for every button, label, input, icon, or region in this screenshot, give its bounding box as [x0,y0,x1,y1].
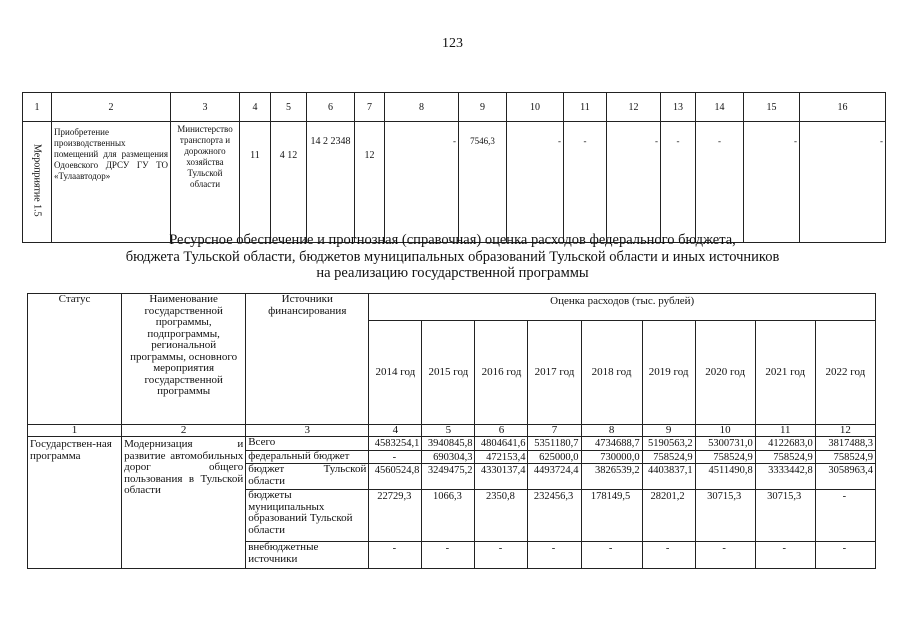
index-cell: 6 [475,425,528,437]
activity-cell-6: 14 2 2348 [307,122,355,243]
value-cell: 4583254,1 [369,437,422,451]
year-cell: 2017 год [528,321,581,425]
header-cell: 1 [23,93,52,122]
value-cell: 625000,0 [528,450,581,464]
value-cell: - [581,542,642,569]
header-cell: 16 [800,93,886,122]
value-cell: 758524,9 [815,450,875,464]
source-cell: федеральный бюджет [246,450,369,464]
value-cell: 30715,3 [755,490,815,542]
value-cell: 28201,2 [642,490,695,542]
value-cell: - [369,450,422,464]
index-cell: 3 [246,425,369,437]
activity-cell-15: - [744,122,800,243]
value-cell: 4403837,1 [642,464,695,490]
activity-cell-12: - [607,122,661,243]
value-cell: 4804641,6 [475,437,528,451]
head-sources: Источники финансирования [246,294,369,425]
header-cell: 3 [171,93,240,122]
index-cell: 4 [369,425,422,437]
header-cell: 6 [307,93,355,122]
value-cell: - [815,542,875,569]
activity-table [22,92,886,243]
index-cell: 9 [642,425,695,437]
value-cell: - [642,542,695,569]
value-cell: - [369,542,422,569]
program-name-cell: Модернизация и развитие автомобильных дорог общего пользования в Тульской области [122,437,246,569]
value-cell: 4560524,8 [369,464,422,490]
value-cell: 758524,9 [755,450,815,464]
index-cell: 12 [815,425,875,437]
header-cell: 12 [607,93,661,122]
head-estimate: Оценка расходов (тыс. рублей) [369,294,876,321]
activity-cell-10: - [507,122,564,243]
value-cell: 4734688,7 [581,437,642,451]
year-cell: 2014 год [369,321,422,425]
value-cell: 4493724,4 [528,464,581,490]
value-cell: 22729,3 [369,490,422,542]
value-cell: 5300731,0 [695,437,755,451]
title-line: бюджета Тульской области, бюджетов муниципальных образований Тульской области и иных источников [125,248,780,265]
resource-header-row [28,294,876,321]
index-cell: 1 [28,425,122,437]
table-row [28,437,876,451]
value-cell: 1066,3 [422,490,475,542]
title-line: на реализацию государственной программы [316,265,589,281]
activity-executor: Министерство транспорта и дорожного хозяйства Тульской области [171,122,240,243]
activity-cell-4: 11 [240,122,271,243]
year-cell: 2019 год [642,321,695,425]
activity-table-header [23,93,886,122]
source-cell: внебюджетные источники [246,542,369,569]
header-cell: 15 [744,93,800,122]
header-cell: 5 [271,93,307,122]
activity-cell-7: 12 [355,122,385,243]
header-cell: 4 [240,93,271,122]
source-cell: бюджет Тульской области [246,464,369,490]
activity-row [23,122,886,243]
activity-label: Мероприятие 1.5 [31,144,43,217]
value-cell: 3249475,2 [422,464,475,490]
value-cell: 758524,9 [642,450,695,464]
header-cell: 8 [385,93,459,122]
value-cell: 730000,0 [581,450,642,464]
title-line: Ресурсное обеспечение и прогнозная (справочная) оценка расходов федерального бюджета, [169,232,736,248]
activity-cell-11: - [564,122,607,243]
value-cell: 5190563,2 [642,437,695,451]
value-cell: 4330137,4 [475,464,528,490]
value-cell: 472153,4 [475,450,528,464]
value-cell: 690304,3 [422,450,475,464]
value-cell: 3817488,3 [815,437,875,451]
value-cell: - [695,542,755,569]
index-cell: 7 [528,425,581,437]
index-row [28,425,876,437]
index-cell: 2 [122,425,246,437]
year-cell: 2021 год [755,321,815,425]
head-status: Статус [28,294,122,425]
activity-cell-9: 7546,3 [459,122,507,243]
index-cell: 5 [422,425,475,437]
activity-label-cell [23,122,52,243]
value-cell: 30715,3 [695,490,755,542]
index-cell: 10 [695,425,755,437]
value-cell: 3058963,4 [815,464,875,490]
header-cell: 2 [52,93,171,122]
activity-cell-13: - [661,122,696,243]
source-cell: бюджеты муниципальных образований Тульской области [246,490,369,542]
value-cell: 232456,3 [528,490,581,542]
header-cell: 14 [696,93,744,122]
index-cell: 8 [581,425,642,437]
source-cell: Всего [246,437,369,451]
value-cell: - [755,542,815,569]
header-cell: 11 [564,93,607,122]
value-cell: 178149,5 [581,490,642,542]
status-cell: Государствен-ная программа [28,437,122,569]
value-cell: 2350,8 [475,490,528,542]
page-number: 123 [442,36,463,51]
section-title [0,232,905,282]
value-cell: 4511490,8 [695,464,755,490]
value-cell: 4122683,0 [755,437,815,451]
value-cell: 758524,9 [695,450,755,464]
year-cell: 2018 год [581,321,642,425]
activity-name: Приобретение производственных помещений для размещения Одоевского ДРСУ ГУ ТО «Тулаавтодор» [52,122,171,243]
head-name: Наименование государственной программы, подпрограммы, региональной программы, основного мероприятия государственной программы [122,294,246,425]
resource-table [27,293,876,569]
value-cell: 3333442,8 [755,464,815,490]
value-cell: - [422,542,475,569]
activity-cell-16: - [800,122,886,243]
value-cell: 3940845,8 [422,437,475,451]
activity-cell-14: - [696,122,744,243]
year-cell: 2022 год [815,321,875,425]
year-cell: 2015 год [422,321,475,425]
year-cell: 2020 год [695,321,755,425]
value-cell: 5351180,7 [528,437,581,451]
value-cell: - [815,490,875,542]
index-cell: 11 [755,425,815,437]
header-cell: 7 [355,93,385,122]
header-cell: 9 [459,93,507,122]
value-cell: - [528,542,581,569]
value-cell: - [475,542,528,569]
header-cell: 13 [661,93,696,122]
value-cell: 3826539,2 [581,464,642,490]
activity-cell-8: - [385,122,459,243]
activity-cell-5: 4 12 [271,122,307,243]
header-cell: 10 [507,93,564,122]
year-cell: 2016 год [475,321,528,425]
